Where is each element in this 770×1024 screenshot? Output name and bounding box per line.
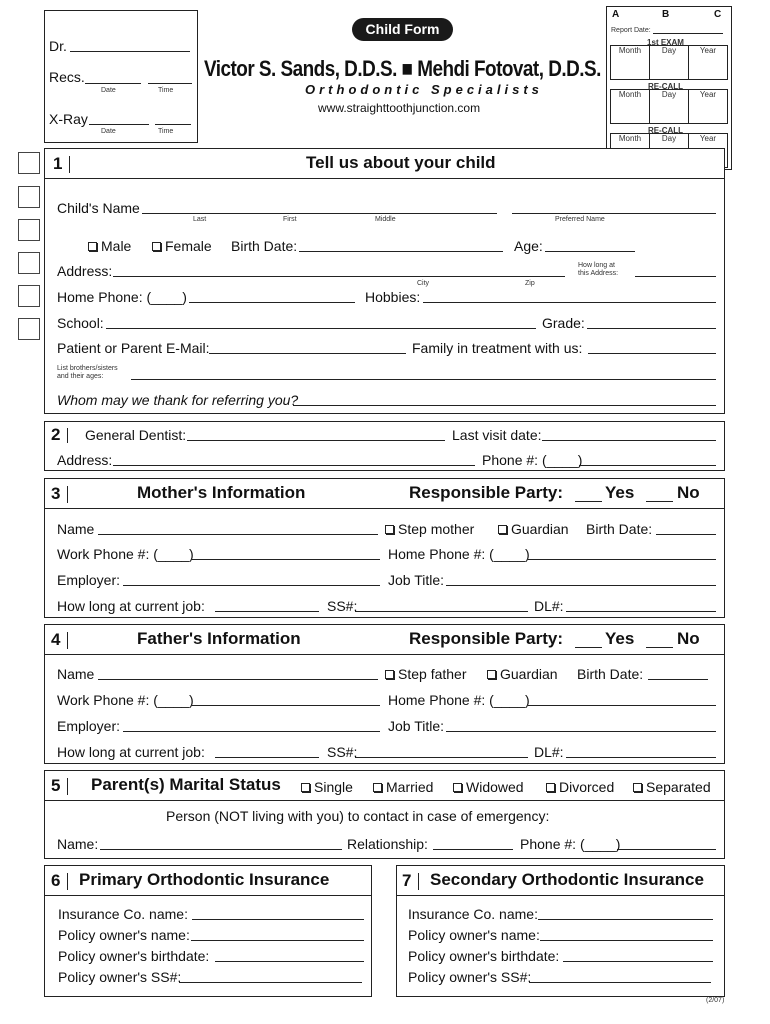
office-checkbox-2[interactable] xyxy=(18,186,40,208)
age-label: Age: xyxy=(514,238,543,254)
mother-name-field[interactable] xyxy=(98,534,378,535)
preferred-name-field[interactable] xyxy=(512,213,716,214)
school-field[interactable] xyxy=(106,328,536,329)
male-option[interactable]: Male xyxy=(88,238,131,254)
mother-birth-date-field[interactable] xyxy=(656,534,716,535)
exam-day-label: Day xyxy=(661,46,677,55)
exam-month-label: Month xyxy=(618,46,642,55)
grade-field[interactable] xyxy=(587,328,716,329)
single-checkbox[interactable] xyxy=(301,783,310,792)
xray-time-field[interactable] xyxy=(155,124,191,125)
emergency-relationship-label: Relationship: xyxy=(347,836,428,852)
secondary-owner-ss-label: Policy owner's SS#: xyxy=(408,969,532,985)
mother-yes-label: Yes xyxy=(605,483,635,502)
recs-label: Recs. xyxy=(49,69,85,85)
primary-owner-birthdate-field[interactable] xyxy=(215,961,364,962)
mother-home-phone-field[interactable] xyxy=(528,559,716,560)
email-label: Patient or Parent E-Mail: xyxy=(57,340,210,356)
father-employer-label: Employer: xyxy=(57,718,121,734)
section-7-title: Secondary Orthodontic Insurance xyxy=(430,870,704,889)
section-1-title: Tell us about your child xyxy=(306,153,496,172)
dr-field[interactable] xyxy=(70,51,190,52)
office-checkbox-3[interactable] xyxy=(18,219,40,241)
childs-name-label: Child's Name xyxy=(57,200,140,216)
section-2-number: 2 xyxy=(51,425,61,444)
married-checkbox[interactable] xyxy=(373,783,382,792)
siblings-caption-2: and their ages: xyxy=(57,373,104,380)
home-phone-field[interactable] xyxy=(189,302,355,303)
section-3-mother xyxy=(44,478,725,618)
email-field[interactable] xyxy=(209,353,406,354)
father-home-phone-field[interactable] xyxy=(528,705,716,706)
recall2-row-label: RE-CALL xyxy=(647,126,684,135)
exam-year-label: Year xyxy=(699,46,717,55)
mother-ss-field[interactable] xyxy=(355,611,528,612)
section-5-number: 5 xyxy=(51,776,61,795)
office-checkbox-1[interactable] xyxy=(18,152,40,174)
siblings-field[interactable] xyxy=(131,379,716,380)
website-text: www.straighttoothjunction.com xyxy=(318,101,481,115)
secondary-insurance-co-field[interactable] xyxy=(538,919,713,920)
middle-caption: Middle xyxy=(375,216,396,223)
office-checkbox-5[interactable] xyxy=(18,285,40,307)
marital-separated-option[interactable]: Separated xyxy=(633,779,711,795)
father-employer-field[interactable] xyxy=(123,731,380,732)
male-checkbox[interactable] xyxy=(88,242,97,251)
section-4-title: Father's Information xyxy=(137,629,301,648)
father-dl-field[interactable] xyxy=(566,757,716,758)
section-5-marital xyxy=(44,770,725,859)
how-long-caption-2: this Address: xyxy=(578,270,619,277)
office-checkbox-6[interactable] xyxy=(18,318,40,340)
office-checkbox-4[interactable] xyxy=(18,252,40,274)
birth-date-label: Birth Date: xyxy=(231,238,298,254)
mother-employer-field[interactable] xyxy=(123,585,380,586)
recall2-day-label: Day xyxy=(661,134,677,143)
office-use-box xyxy=(44,10,198,143)
zip-caption: Zip xyxy=(525,280,535,287)
section-3-title: Mother's Information xyxy=(137,483,306,502)
report-date-field[interactable] xyxy=(653,33,723,34)
divorced-checkbox[interactable] xyxy=(546,783,555,792)
family-label: Family in treatment with us: xyxy=(412,340,583,356)
mother-ss-label: SS#: xyxy=(327,598,358,614)
father-name-field[interactable] xyxy=(98,679,378,680)
recall1-month-label: Month xyxy=(618,90,642,99)
mother-guardian-option[interactable]: Guardian xyxy=(498,521,569,537)
dentist-phone-field[interactable] xyxy=(579,465,716,466)
last-visit-field[interactable] xyxy=(542,440,716,441)
section-4-number: 4 xyxy=(51,630,61,649)
referral-label: Whom may we thank for referring you? xyxy=(57,392,299,408)
primary-insurance-co-label: Insurance Co. name: xyxy=(58,906,188,922)
xray-time-caption: Time xyxy=(158,128,174,135)
col-b: B xyxy=(662,9,670,20)
child-form-badge: Child Form xyxy=(352,18,453,41)
father-job-title-field[interactable] xyxy=(446,731,716,732)
female-checkbox[interactable] xyxy=(152,242,161,251)
emergency-contact-heading: Person (NOT living with you) to contact in case of emergency: xyxy=(166,808,550,824)
secondary-owner-name-label: Policy owner's name: xyxy=(408,927,540,943)
step-father-checkbox[interactable] xyxy=(385,670,394,679)
emergency-phone-label: Phone #: (____) xyxy=(520,836,621,852)
home-phone-label: Home Phone: (____) xyxy=(57,289,187,305)
emergency-relationship-field[interactable] xyxy=(433,849,513,850)
section-2-dentist xyxy=(44,421,725,471)
father-work-phone-label: Work Phone #: (____) xyxy=(57,692,194,708)
father-guardian-option[interactable]: Guardian xyxy=(487,666,558,682)
siblings-caption-1: List brothers/sisters xyxy=(57,365,118,372)
recall1-day-label: Day xyxy=(661,90,677,99)
address-label: Address: xyxy=(57,263,113,279)
dentist-address-field[interactable] xyxy=(113,465,475,466)
recall2-year-label: Year xyxy=(699,134,717,143)
mother-responsible-yes-field[interactable] xyxy=(575,501,602,502)
mother-home-phone-label: Home Phone #: (____) xyxy=(388,546,530,562)
secondary-insurance-co-label: Insurance Co. name: xyxy=(408,906,538,922)
section-7-secondary-insurance xyxy=(396,865,725,997)
specialty-line: Orthodontic Specialists xyxy=(305,82,543,97)
section-1-child xyxy=(44,148,725,414)
family-field[interactable] xyxy=(588,353,716,354)
mother-job-title-field[interactable] xyxy=(446,585,716,586)
childs-name-field[interactable] xyxy=(142,213,497,214)
mother-employer-label: Employer: xyxy=(57,572,121,588)
xray-label: X-Ray xyxy=(49,111,88,127)
mother-no-label: No xyxy=(677,483,700,502)
emergency-phone-field[interactable] xyxy=(617,849,716,850)
father-birth-date-field[interactable] xyxy=(648,679,708,680)
father-birth-date-label: Birth Date: xyxy=(577,666,644,682)
mother-job-title-label: Job Title: xyxy=(388,572,445,588)
section-6-primary-insurance xyxy=(44,865,372,997)
report-date-label: Report Date: xyxy=(611,27,651,34)
referral-field[interactable] xyxy=(293,405,716,406)
mother-work-phone-field[interactable] xyxy=(191,559,380,560)
father-home-phone-label: Home Phone #: (____) xyxy=(388,692,530,708)
female-option[interactable]: Female xyxy=(152,238,212,254)
how-long-address-field[interactable] xyxy=(635,276,716,277)
first-caption: First xyxy=(283,216,297,223)
mother-how-long-field[interactable] xyxy=(215,611,319,612)
father-no-label: No xyxy=(677,629,700,648)
xray-date-field[interactable] xyxy=(89,124,149,125)
father-job-title-label: Job Title: xyxy=(388,718,445,734)
father-dl-label: DL#: xyxy=(534,744,564,760)
doctors-names: Victor S. Sands, D.D.S. ■ Mehdi Fotovat, D.D.S. xyxy=(204,56,601,81)
father-ss-field[interactable] xyxy=(355,757,528,758)
mother-responsible-label: Responsible Party: xyxy=(409,483,563,502)
father-responsible-label: Responsible Party: xyxy=(409,629,563,648)
col-a: A xyxy=(612,9,620,20)
recall2-month-label: Month xyxy=(618,134,642,143)
mother-dl-field[interactable] xyxy=(566,611,716,612)
marital-married-option[interactable]: Married xyxy=(373,779,433,795)
primary-owner-ss-field[interactable] xyxy=(179,982,362,983)
birth-date-field[interactable] xyxy=(299,251,503,252)
primary-owner-birthdate-label: Policy owner's birthdate: xyxy=(58,948,210,964)
emergency-name-field[interactable] xyxy=(100,849,342,850)
primary-owner-name-field[interactable] xyxy=(191,940,364,941)
primary-owner-ss-label: Policy owner's SS#: xyxy=(58,969,182,985)
father-how-long-label: How long at current job: xyxy=(57,744,205,760)
primary-owner-name-label: Policy owner's name: xyxy=(58,927,190,943)
dentist-address-label: Address: xyxy=(57,452,113,468)
marital-widowed-option[interactable]: Widowed xyxy=(453,779,524,795)
recs-date-field[interactable] xyxy=(85,83,141,84)
section-1-number: 1 xyxy=(53,154,63,173)
recs-date-caption: Date xyxy=(101,87,116,94)
father-responsible-yes-field[interactable] xyxy=(575,647,602,648)
how-long-caption-1: How long at xyxy=(578,262,615,269)
general-dentist-label: General Dentist: xyxy=(85,427,187,443)
grade-label: Grade: xyxy=(542,315,585,331)
father-responsible-no-field[interactable] xyxy=(646,647,673,648)
preferred-caption: Preferred Name xyxy=(555,216,605,223)
mother-birth-date-label: Birth Date: xyxy=(586,521,653,537)
father-guardian-checkbox[interactable] xyxy=(487,670,496,679)
last-visit-label: Last visit date: xyxy=(452,427,542,443)
hobbies-field[interactable] xyxy=(423,302,716,303)
step-mother-checkbox[interactable] xyxy=(385,525,394,534)
father-work-phone-field[interactable] xyxy=(191,705,380,706)
emergency-name-label: Name: xyxy=(57,836,99,852)
marital-divorced-option[interactable]: Divorced xyxy=(546,779,614,795)
mother-how-long-label: How long at current job: xyxy=(57,598,205,614)
hobbies-label: Hobbies: xyxy=(365,289,421,305)
mother-responsible-no-field[interactable] xyxy=(646,501,673,502)
father-how-long-field[interactable] xyxy=(215,757,319,758)
father-ss-label: SS#: xyxy=(327,744,358,760)
address-field[interactable] xyxy=(113,276,565,277)
step-father-option[interactable]: Step father xyxy=(385,666,467,682)
col-c: C xyxy=(714,9,722,20)
section-6-title: Primary Orthodontic Insurance xyxy=(79,870,330,889)
section-3-number: 3 xyxy=(51,484,61,503)
father-name-label: Name xyxy=(57,666,95,682)
secondary-owner-birthdate-label: Policy owner's birthdate: xyxy=(408,948,560,964)
secondary-owner-ss-field[interactable] xyxy=(529,982,711,983)
section-5-title: Parent(s) Marital Status xyxy=(91,775,281,794)
form-version: (2/07) xyxy=(706,997,725,1004)
section-4-father xyxy=(44,624,725,764)
primary-insurance-co-field[interactable] xyxy=(192,919,364,920)
mother-guardian-checkbox[interactable] xyxy=(498,525,507,534)
dentist-phone-label: Phone #: (____) xyxy=(482,452,583,468)
step-mother-option[interactable]: Step mother xyxy=(385,521,474,537)
last-caption: Last xyxy=(193,216,207,223)
mother-work-phone-label: Work Phone #: (____) xyxy=(57,546,194,562)
xray-date-caption: Date xyxy=(101,128,116,135)
dr-label: Dr. xyxy=(49,38,67,54)
general-dentist-field[interactable] xyxy=(187,440,445,441)
secondary-owner-birthdate-field[interactable] xyxy=(563,961,713,962)
recall1-year-label: Year xyxy=(699,90,717,99)
recall1-row-label: RE-CALL xyxy=(647,82,684,91)
report-grid xyxy=(606,6,732,170)
widowed-checkbox[interactable] xyxy=(453,783,462,792)
age-field[interactable] xyxy=(545,251,635,252)
city-caption: City xyxy=(417,280,430,287)
marital-single-option[interactable]: Single xyxy=(301,779,353,795)
separated-checkbox[interactable] xyxy=(633,783,642,792)
father-yes-label: Yes xyxy=(605,629,635,648)
mother-dl-label: DL#: xyxy=(534,598,564,614)
secondary-owner-name-field[interactable] xyxy=(540,940,713,941)
recs-time-field[interactable] xyxy=(148,83,192,84)
section-6-number: 6 xyxy=(51,871,61,890)
exam-row-label: 1st EXAM xyxy=(647,38,684,47)
recs-time-caption: Time xyxy=(158,87,174,94)
school-label: School: xyxy=(57,315,104,331)
section-7-number: 7 xyxy=(402,871,412,890)
mother-name-label: Name xyxy=(57,521,95,537)
